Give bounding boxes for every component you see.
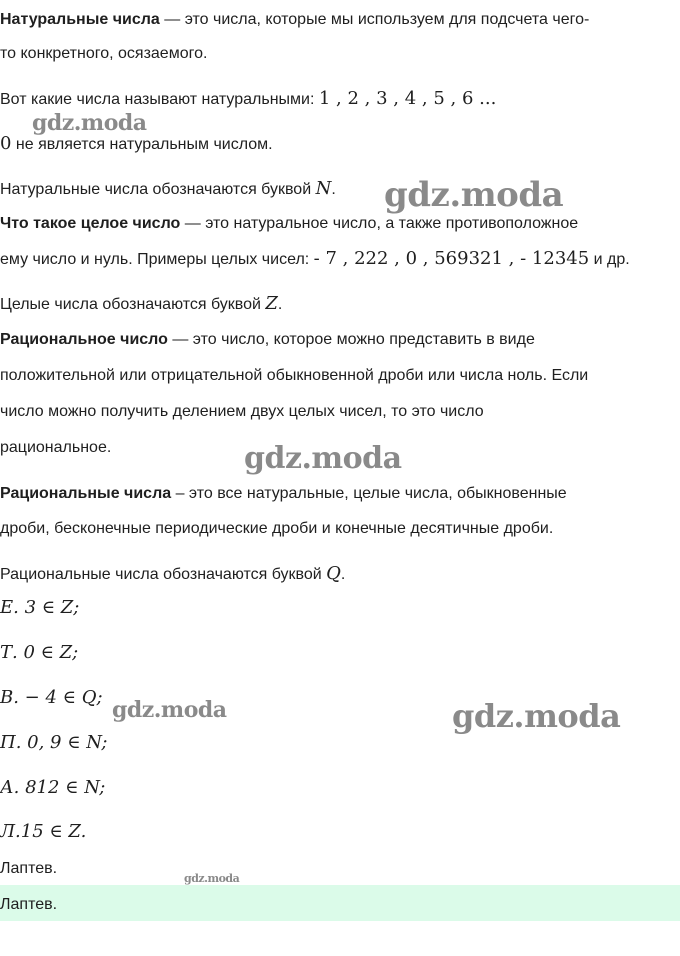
list-item: П. 0, 9 ∈ N; — [0, 732, 108, 753]
watermark-logo: gdz.moda — [244, 441, 402, 476]
paragraph-rational-line3: число можно получить делением двух целых чисел, то это число — [0, 403, 484, 420]
rational-letter — [0, 564, 345, 585]
period: . — [331, 181, 336, 198]
term-rational-number: Рациональное число — [0, 331, 168, 348]
paragraph-integer-line2 — [0, 249, 630, 270]
definition-text: — это число, которое можно представить в виде — [167, 331, 535, 348]
definition-text: — это натуральное число, а также противоположное — [180, 215, 579, 232]
list-item: В. − 4 ∈ Q; — [0, 687, 103, 708]
watermark-logo: gdz.moda — [112, 697, 227, 723]
definition-text: — это числа, которые мы используем для подсчета чего- — [159, 11, 590, 28]
integer-letter — [0, 294, 282, 315]
letter-text: Натуральные числа обозначаются буквой — [0, 181, 316, 198]
term-integer: Что такое целое число — [0, 215, 181, 232]
examples-text: Вот какие числа называют натуральными: — [0, 91, 319, 108]
paragraph-rational-line4: рациональное. — [0, 439, 112, 456]
paragraph-rationals-line1 — [0, 484, 567, 504]
paragraph-rationals-line2: дроби, бесконечные периодические дроби и конечные десятичные дроби. — [0, 520, 554, 537]
watermark-logo: gdz.moda — [384, 175, 564, 215]
natural-numbers-examples — [0, 89, 496, 110]
letter-n: N — [315, 178, 332, 199]
letter-text: Целые числа обозначаются буквой — [0, 296, 266, 313]
period: . — [340, 566, 346, 583]
watermark-logo: gdz.moda — [32, 110, 147, 136]
watermark-logo: gdz.moda — [184, 872, 240, 885]
zero-not-natural — [0, 134, 273, 155]
examples-text: ему число и нуль. Примеры целых чисел: — [0, 251, 314, 268]
term-rational-numbers: Рациональные числа — [0, 485, 172, 502]
letter-z: Z — [265, 293, 278, 314]
term-natural-numbers: Натуральные числа — [0, 11, 160, 28]
letter-q: Q — [326, 563, 341, 584]
paragraph-integer-line1 — [0, 214, 578, 234]
natural-numbers-letter — [0, 179, 336, 200]
answer-text: Лаптев. — [0, 860, 58, 877]
list-item: Е. 3 ∈ Z; — [0, 597, 80, 618]
list-item: Л.15 ∈ Z. — [0, 821, 87, 842]
list-item: А. 812 ∈ N; — [0, 777, 106, 798]
paragraph-natural-numbers-line1 — [0, 10, 589, 30]
examples-math: 1 , 2 , 3 , 4 , 5 , 6 ... — [318, 88, 497, 109]
watermark-logo: gdz.moda — [452, 697, 621, 735]
paragraph-rational-line1 — [0, 330, 535, 350]
list-item: Т. 0 ∈ Z; — [0, 642, 79, 663]
zero-text: не является натуральным числом. — [11, 136, 273, 153]
period: . — [277, 296, 283, 313]
answer-highlight — [0, 885, 680, 921]
paragraph-rational-line2: положительной или отрицательной обыкновенной дроби или числа ноль. Если — [0, 367, 589, 384]
paragraph-natural-numbers-line2: то конкретного, осязаемого. — [0, 45, 208, 62]
letter-text: Рациональные числа обозначаются буквой — [0, 566, 327, 583]
definition-text: – это все натуральные, целые числа, обыкновенные — [171, 485, 567, 502]
examples-end: и др. — [589, 251, 630, 268]
answer-highlight-text: Лаптев. — [0, 896, 58, 913]
zero-math: 0 — [0, 133, 12, 154]
integer-examples-math: - 7 , 222 , 0 , 569321 , - 12345 — [313, 248, 590, 269]
